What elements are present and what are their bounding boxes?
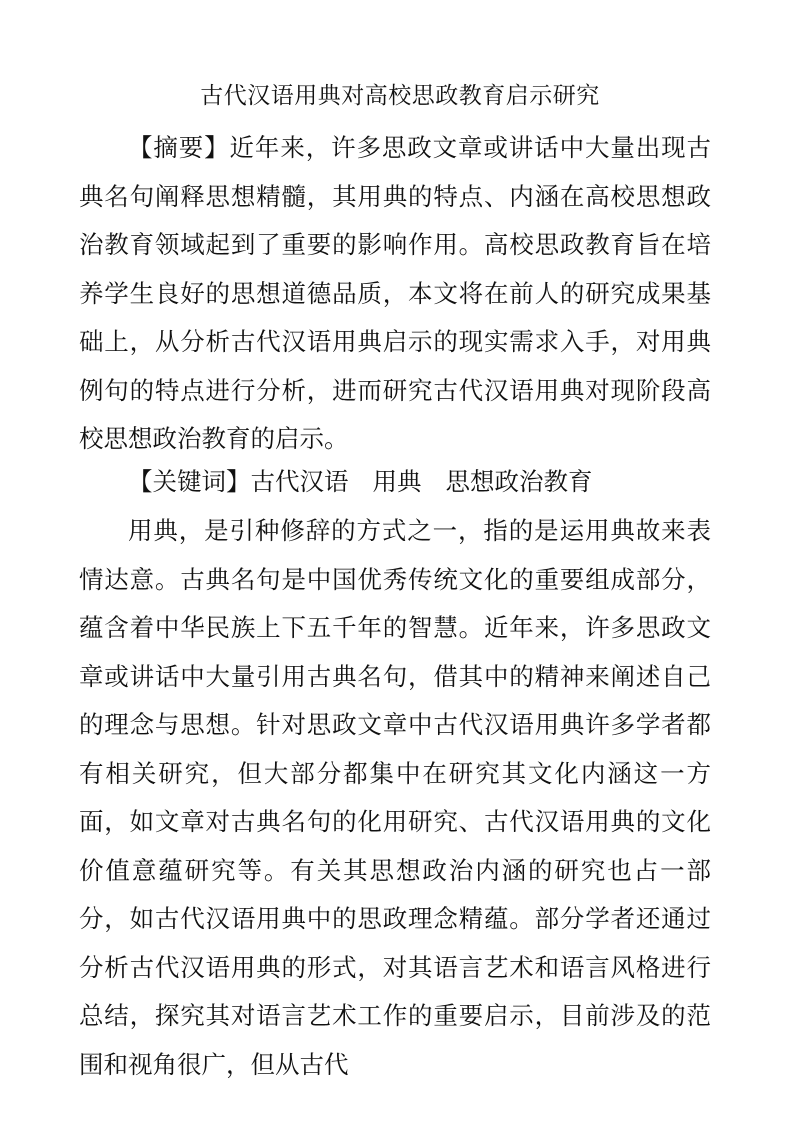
keywords-line — [79, 458, 711, 507]
document-title: 古代汉语用典对高校思政教育启示研究 — [200, 83, 600, 109]
body-paragraph: 用典，是引种修辞的方式之一，指的是运用典故来表情达意。古典名句是中国优秀传统文化的重要组成部分，蕴含着中华民族上下五千年的智慧。近年来，许多思政文章或讲话中大量引用古典名句，借其中的精神来阐述自己的理念与思想。针对思政文章中古代汉语用典许多学者都有相关研究，但大部分都集中在研究其文化内涵这一方面，如文章对古典名句的化用研究、古代汉语用典的文化价值意蕴研究等。有关其思想政治内涵的研究也占一部分，如古代汉语用典中的思政理念精蕴。部分学者还通过分析古代汉语用典的形式，对其语言艺术和语言风格进行总结，探究其对语言艺术工作的重要启示，目前涉及的范围和视角很广，但从古代 — [79, 516, 711, 1079]
keyword-item: 古代汉语 — [250, 467, 349, 496]
abstract-label: 【摘要】 — [128, 133, 230, 162]
keyword-item: 用典 — [372, 467, 422, 496]
abstract-paragraph — [79, 124, 711, 464]
abstract-text: 近年来，许多思政文章或讲话中大量出现古典名句阐释思想精髓，其用典的特点、内涵在高校思想政治教育领域起到了重要的影响作用。高校思政教育旨在培养学生良好的思想道德品质，本文将在前人的研究成果基础上，从分析古代汉语用典启示的现实需求入手，对用典例句的特点进行分析，进而研究古代汉语用典对现阶段高校思想政治教育的启示。 — [79, 133, 711, 453]
keyword-item: 思想政治教育 — [445, 467, 593, 496]
keywords-label: 【关键词】 — [128, 467, 251, 496]
